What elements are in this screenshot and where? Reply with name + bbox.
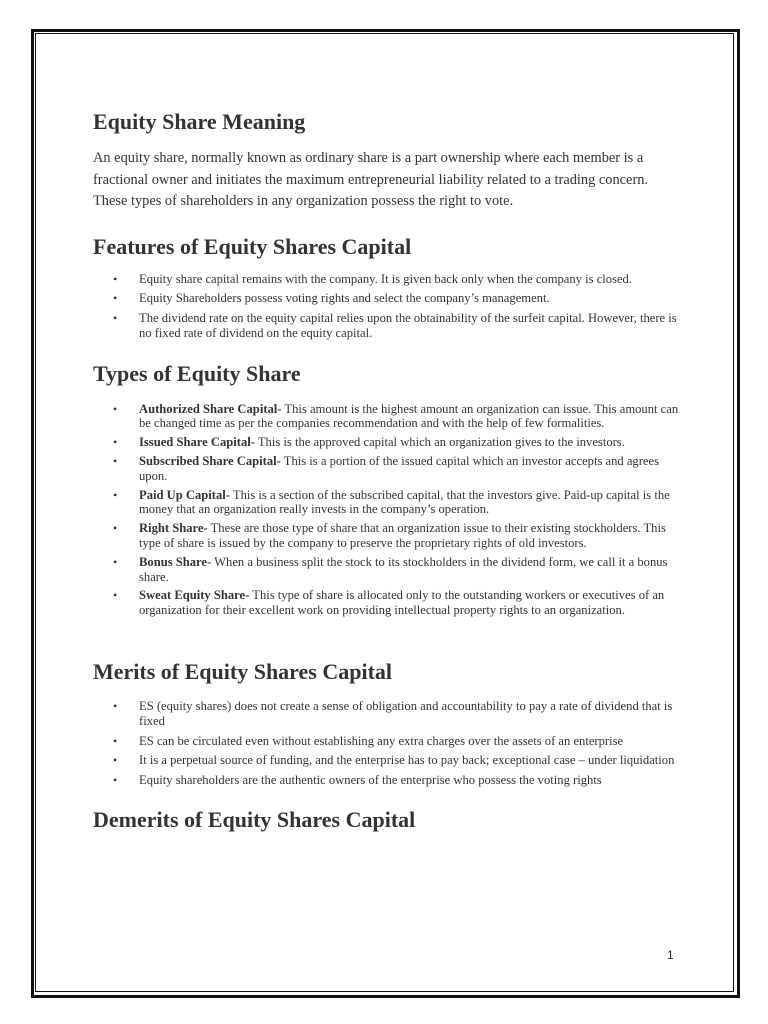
bullet-glyph: • [113,401,118,416]
list-item [93,521,683,551]
term-label: Sweat Equity Share- [139,588,250,603]
term-label: Bonus Share- [139,554,212,569]
heading-features: Features of Equity Shares Capital [93,233,412,259]
list-item [93,699,683,729]
bullet-glyph: • [113,733,118,748]
list-item-text: It is a perpetual source of funding, and the enterprise has to pay back; exceptional case – under liquidation [139,753,675,768]
bullet-glyph: • [113,291,118,306]
list-item [93,734,683,749]
list-item [93,753,683,768]
list-item [93,454,683,484]
bullet-glyph: • [113,271,118,286]
list-item [93,555,683,585]
merits-list [93,699,683,788]
list-item-text: This amount is the highest amount an organization can issue. This amount can be changed time as per the companies recommendation and with the help of few formalities. [139,401,679,431]
list-item [93,435,683,450]
term-label: Paid Up Capital- [139,487,230,502]
list-item [93,272,683,287]
list-item [93,773,683,788]
list-item [93,291,683,306]
list-item-text: ES (equity shares) does not create a sense of obligation and accountability to pay a rate of dividend that is fixed [139,699,673,728]
list-item-text: The dividend rate on the equity capital relies upon the obtainability of the surfeit capital. However, there is no fixed rate of dividend on the equity capital. [139,311,677,340]
list-item [93,402,683,432]
bullet-glyph: • [113,699,118,714]
types-list [93,402,683,618]
term-label: Subscribed Share Capital- [139,454,281,469]
bullet-glyph: • [113,753,118,768]
bullet-glyph: • [113,487,118,502]
heading-demerits: Demerits of Equity Shares Capital [93,807,416,833]
heading-types: Types of Equity Share [93,360,301,386]
heading-merits: Merits of Equity Shares Capital [93,659,393,685]
list-item-text: This is a section of the subscribed capital, that the investors give. Paid-up capital is the money that an organization really invests in the company’s operation. [139,487,670,517]
document-body [93,108,683,834]
bullet-glyph: • [113,311,118,326]
list-item-text: This type of share is allocated only to the outstanding workers or executives of an organization for their excellent work on providing intellectual property rights to an organization. [139,588,665,618]
list-item-text: This is the approved capital which an organization gives to the investors. [254,435,625,450]
bullet-glyph: • [113,554,118,569]
page-number: 1 [667,948,674,962]
list-item-text: Equity Shareholders possess voting rights and select the company’s management. [139,291,550,306]
list-item [93,488,683,518]
list-item [93,311,683,341]
list-item-text: Equity shareholders are the authentic owners of the enterprise who possess the voting rights [139,773,602,788]
bullet-glyph: • [113,521,118,536]
meaning-paragraph: An equity share, normally known as ordinary share is a part ownership where each member is a fractional owner and initiates the maximum entrepreneurial liability related to a trading concern. These types of shareholders in any organization possess the right to vote. [93,150,649,209]
list-item-text: ES can be circulated even without establishing any extra charges over the assets of an enterprise [139,733,624,748]
heading-equity-share-meaning: Equity Share Meaning [93,109,306,134]
list-item-text: Equity share capital remains with the company. It is given back only when the company is closed. [139,271,633,286]
term-label: Authorized Share Capital- [139,401,282,416]
bullet-glyph: • [113,773,118,788]
bullet-glyph: • [113,454,118,469]
term-label: Right Share- [139,521,208,536]
bullet-glyph: • [113,588,118,603]
list-item-text: This is a portion of the issued capital which an investor accepts and agrees upon. [139,454,659,483]
list-item-text: When a business split the stock to its stockholders in the dividend form, we call it a bonus share. [139,554,668,584]
term-label: Issued Share Capital- [139,435,255,450]
list-item [93,588,683,618]
features-list [93,272,683,341]
list-item-text: These are those type of share that an organization issue to their existing stockholders. This type of share is issued by the company to preserve the proprietary rights of old investors. [139,521,666,551]
bullet-glyph: • [113,435,118,450]
